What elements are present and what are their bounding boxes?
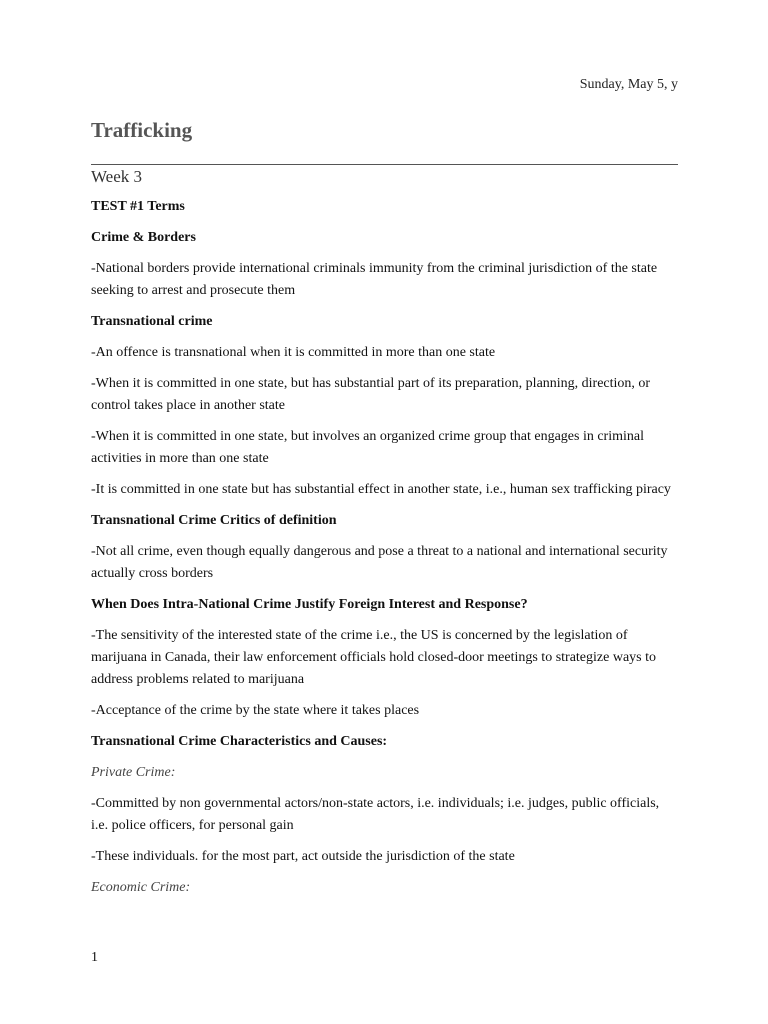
- heading-critics-definition: Transnational Crime Critics of definition: [91, 513, 337, 528]
- paragraph-non-governmental-actors: -Committed by non governmental actors/non-state actors, i.e. individuals; i.e. judges, public officials, i.e. police officers, for personal gain: [91, 796, 660, 833]
- paragraph-organized-crime-group: -When it is committed in one state, but involves an organized crime group that engages in criminal activities in more than one state: [91, 429, 644, 466]
- document-body: [91, 116, 678, 908]
- section-week: Week 3: [91, 167, 143, 186]
- subheading-economic-crime: Economic Crime:: [91, 880, 191, 895]
- paragraph-preparation-planning: -When it is committed in one state, but has substantial part of its preparation, planning, direction, or control takes place in another state: [91, 376, 651, 413]
- subheading-private-crime: Private Crime:: [91, 765, 176, 780]
- paragraph-offence-transnational: -An offence is transnational when it is committed in more than one state: [91, 345, 496, 360]
- paragraph-substantial-effect: -It is committed in one state but has substantial effect in another state, i.e., human sex trafficking piracy: [91, 482, 671, 497]
- page-number: 1: [91, 950, 98, 965]
- heading-intra-national-crime: When Does Intra-National Crime Justify Foreign Interest and Response?: [91, 597, 528, 612]
- heading-characteristics-causes: Transnational Crime Characteristics and Causes:: [91, 734, 388, 749]
- heading-transnational-crime: Transnational crime: [91, 314, 213, 329]
- title-divider: [91, 164, 678, 165]
- heading-crime-borders: Crime & Borders: [91, 230, 196, 245]
- paragraph-national-borders: -National borders provide international criminals immunity from the criminal jurisdiction of the state seeking to arrest and prosecute them: [91, 261, 658, 298]
- document-date: Sunday, May 5, y: [579, 77, 678, 92]
- paragraph-sensitivity-interested-state: -The sensitivity of the interested state of the crime i.e., the US is concerned by the legislation of marijuana in Canada, their law enforcement officials hold closed-door meetings to strategize ways to address problems related to marijuana: [91, 628, 656, 687]
- paragraph-not-all-crime: -Not all crime, even though equally dangerous and pose a threat to a national and international security actually cross borders: [91, 544, 668, 581]
- document-title: Trafficking: [91, 118, 193, 142]
- heading-test-terms: TEST #1 Terms: [91, 199, 185, 214]
- paragraph-outside-jurisdiction: -These individuals. for the most part, act outside the jurisdiction of the state: [91, 849, 515, 864]
- paragraph-acceptance-crime: -Acceptance of the crime by the state where it takes places: [91, 703, 420, 718]
